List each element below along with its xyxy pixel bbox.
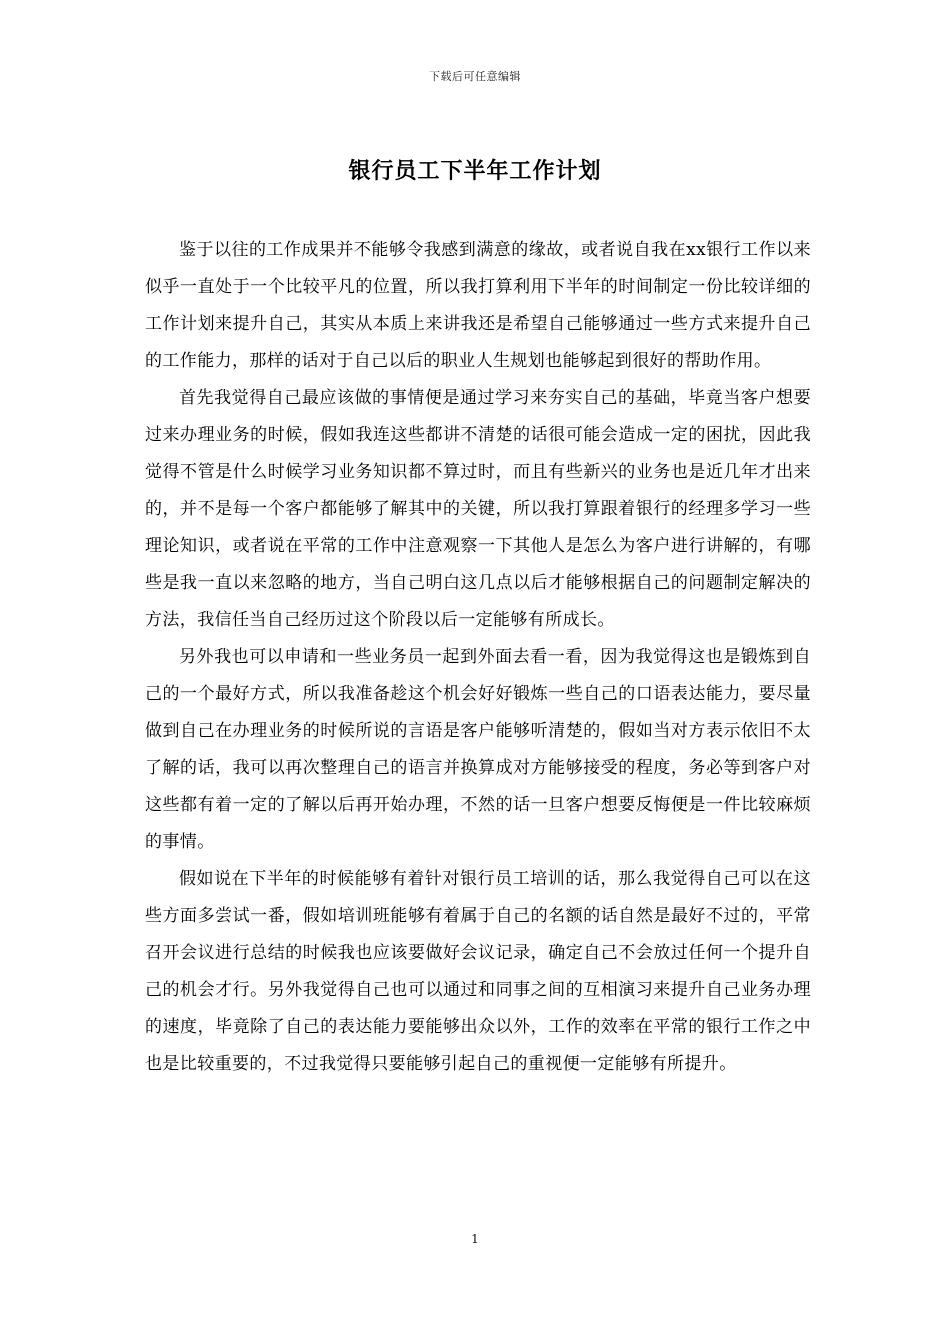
body-paragraph-1: 鉴于以往的工作成果并不能够令我感到满意的缘故，或者说自我在xx银行工作以来似乎一直处于一个比较平凡的位置，所以我打算利用下半年的时间制定一份比较详细的工作计划来提升自己，其实从本质上来讲我还是希望自己能够通过一些方式来提升自己的工作能力，那样的话对于自己以后的职业人生规划也能够起到很好的帮助作用。: [145, 240, 811, 371]
body-paragraph-3: 另外我也可以申请和一些业务员一起到外面去看一看，因为我觉得这也是锻炼到自己的一个最好方式，所以我准备趁这个机会好好锻炼一些自己的口语表达能力，要尽量做到自己在办理业务的时候所说的言语是客户能够听清楚的，假如当对方表示依旧不太了解的话，我可以再次整理自己的语言并换算成对方能够接受的程度，务必等到客户对这些都有着一定的了解以后再开始办理，不然的话一旦客户想要反悔便是一件比较麻烦的事情。: [145, 647, 811, 852]
body-paragraph-2: 首先我觉得自己最应该做的事情便是通过学习来夯实自己的基础，毕竟当客户想要过来办理业务的时候，假如我连这些都讲不清楚的话很可能会造成一定的困扰，因此我觉得不管是什么时候学习业务知识都不算过时，而且有些新兴的业务也是近几年才出来的，并不是每一个客户都能够了解其中的关键，所以我打算跟着银行的经理多学习一些理论知识，或者说在平常的工作中注意观察一下其他人是怎么为客户进行讲解的，有哪些是我一直以来忽略的地方，当自己明白这几点以后才能够根据自己的问题制定解决的方法，我信任当自己经历过这个阶段以后一定能够有所成长。: [145, 388, 811, 630]
page-number: 1: [471, 1232, 479, 1246]
body-paragraph-4: 假如说在下半年的时候能够有着针对银行员工培训的话，那么我觉得自己可以在这些方面多尝试一番，假如培训班能够有着属于自己的名额的话自然是最好不过的，平常召开会议进行总结的时候我也应该要做好会议记录，确定自己不会放过任何一个提升自己的机会才行。另外我觉得自己也可以通过和同事之间的互相演习来提升自己业务办理的速度，毕竟除了自己的表达能力要能够出众以外，工作的效率在平常的银行工作之中也是比较重要的，不过我觉得只要能够引起自己的重视便一定能够有所提升。: [145, 869, 811, 1074]
page-header: 下载后可任意编辑: [429, 70, 521, 83]
document-body: [145, 232, 811, 1083]
document-title: 银行员工下半年工作计划: [348, 158, 602, 184]
